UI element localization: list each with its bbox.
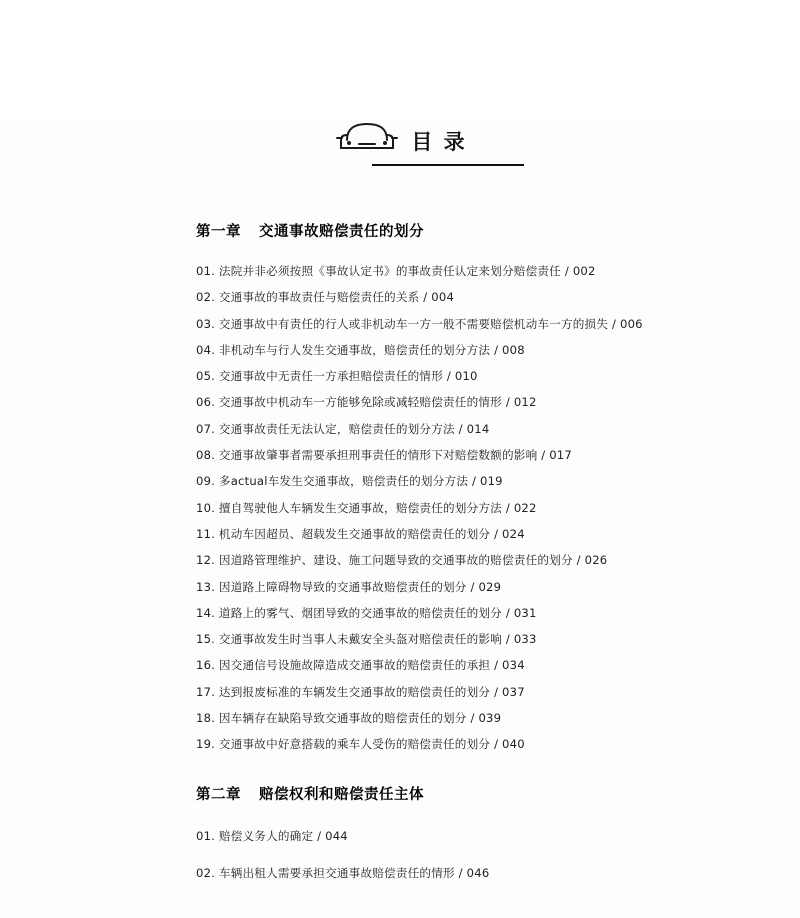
list-item[interactable]: 09. 多actual车发生交通事故，赔偿责任的划分方法 / 019 — [196, 474, 503, 489]
list-item[interactable]: 06. 交通事故中机动车一方能够免除或减轻赔偿责任的情形 / 012 — [196, 395, 537, 410]
list-item[interactable]: 14. 道路上的雾气、烟团导致的交通事故的赔偿责任的划分 / 031 — [196, 605, 537, 620]
list-item[interactable]: 03. 交通事故中有责任的行人或非机动车一方一般不需要赔偿机动车一方的损失 / 006 — [196, 316, 643, 331]
list-item[interactable]: 07. 交通事故责任无法认定，赔偿责任的划分方法 / 014 — [196, 421, 490, 436]
car-icon — [333, 118, 401, 158]
chapter-heading-1 — [196, 220, 740, 241]
title-underline — [372, 164, 524, 166]
list-item[interactable]: 05. 交通事故中无责任一方承担赔偿责任的情形 / 010 — [196, 369, 478, 384]
chapter-block-1 — [196, 220, 740, 753]
list-item[interactable]: 04. 非机动车与行人发生交通事故，赔偿责任的划分方法 / 008 — [196, 342, 525, 357]
list-item[interactable]: 10. 擅自驾驶他人车辆发生交通事故，赔偿责任的划分方法 / 022 — [196, 500, 537, 515]
page-title: 目 录 — [411, 130, 467, 154]
chapter-number-1: 第一章 — [196, 224, 241, 240]
list-item[interactable]: 13. 因道路上障碍物导致的交通事故赔偿责任的划分 / 029 — [196, 579, 502, 594]
list-item[interactable]: 11. 机动车因超员、超载发生交通事故的赔偿责任的划分 / 024 — [196, 526, 525, 541]
list-item[interactable]: 01. 法院并非必须按照《事故认定书》的事故责任认定来划分赔偿责任 / 002 — [196, 264, 596, 278]
entry-list-2 — [196, 828, 740, 882]
list-item[interactable]: 16. 因交通信号设施故障造成交通事故的赔偿责任的承担 / 034 — [196, 658, 525, 673]
list-item[interactable]: 18. 因车辆存在缺陷导致交通事故的赔偿责任的划分 / 039 — [196, 711, 502, 726]
list-item[interactable]: 15. 交通事故发生时当事人未戴安全头盔对赔偿责任的影响 / 033 — [196, 632, 537, 647]
toc-content — [0, 220, 800, 882]
list-item[interactable]: 02. 车辆出租人需要承担交通事故赔偿责任的情形 / 046 — [196, 865, 490, 880]
toc-header — [0, 118, 800, 158]
toc-page — [0, 118, 800, 918]
entry-list-1 — [196, 263, 740, 753]
list-item[interactable]: 08. 交通事故肇事者需要承担刑事责任的情形下对赔偿数额的影响 / 017 — [196, 448, 572, 463]
chapter-number-2: 第二章 — [196, 787, 241, 804]
chapter-title-1: 交通事故赔偿责任的划分 — [259, 224, 424, 240]
chapter-heading-2 — [196, 783, 740, 804]
list-item[interactable]: 19. 交通事故中好意搭载的乘车人受伤的赔偿责任的划分 / 040 — [196, 737, 525, 752]
list-item[interactable]: 12. 因道路管理维护、建设、施工问题导致的交通事故的赔偿责任的划分 / 026 — [196, 553, 608, 568]
list-item[interactable]: 02. 交通事故的事故责任与赔偿责任的关系 / 004 — [196, 290, 455, 305]
chapter-title-2: 赔偿权利和赔偿责任主体 — [259, 787, 424, 804]
list-item[interactable]: 17. 达到报废标准的车辆发生交通事故的赔偿责任的划分 / 037 — [196, 684, 525, 699]
list-item[interactable]: 01. 赔偿义务人的确定 / 044 — [196, 829, 348, 844]
chapter-block-2 — [196, 783, 740, 882]
